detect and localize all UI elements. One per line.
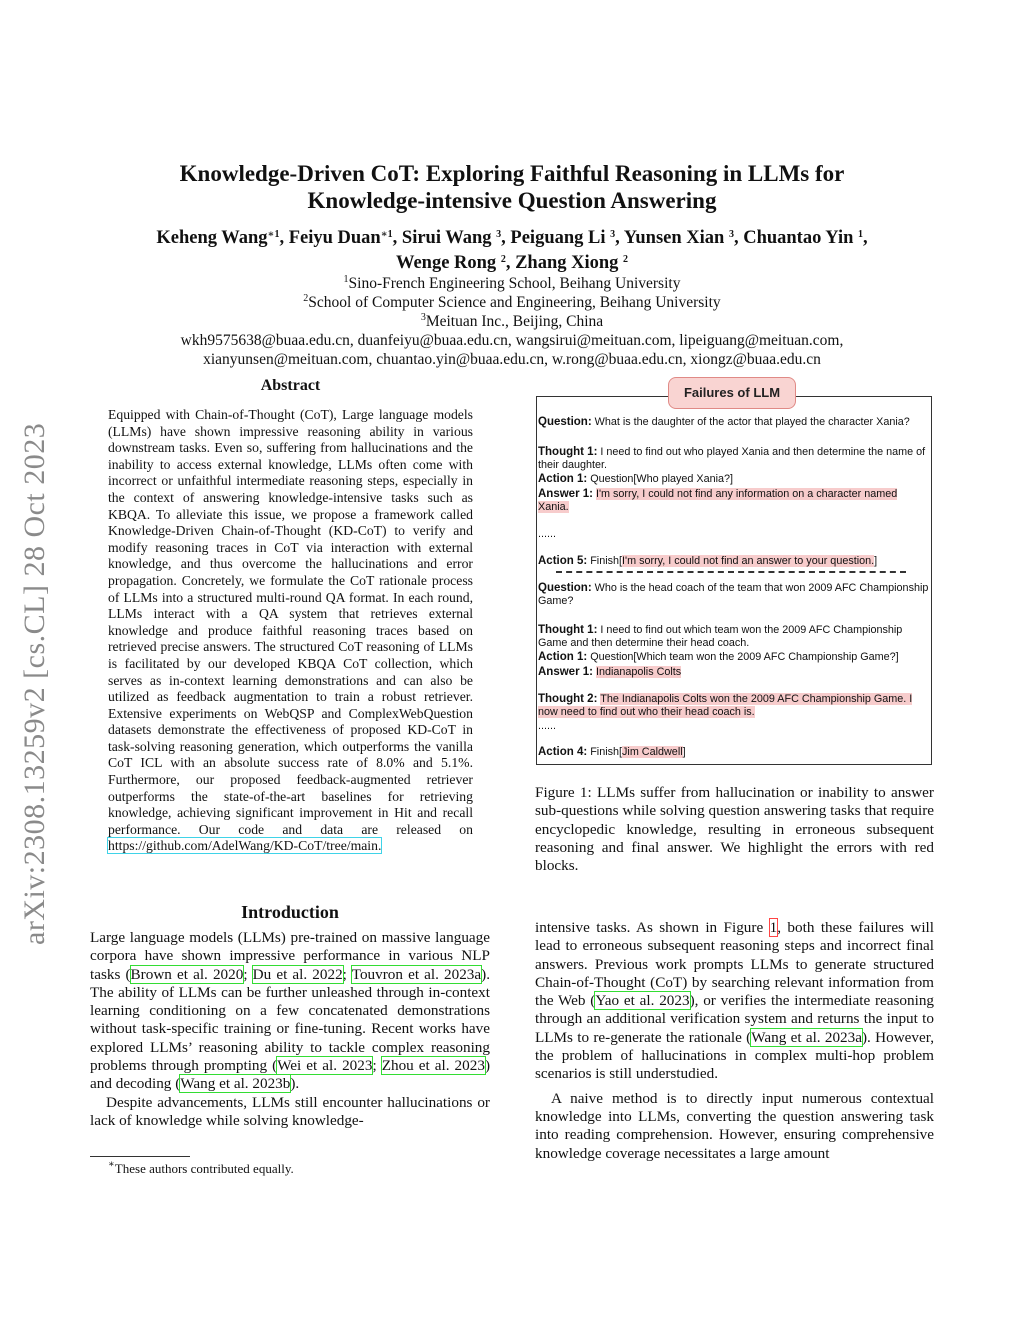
- fig-action-4: [538, 746, 930, 759]
- citation-link[interactable]: Wang et al. 2023b: [180, 1075, 291, 1093]
- text: ]: [682, 746, 686, 758]
- author-sup: 3: [496, 229, 502, 240]
- affiliation-sup: 2: [303, 293, 309, 304]
- author-list: [90, 226, 934, 276]
- intro-paragraph-1: [90, 929, 490, 1094]
- author-name: Wenge Rong: [395, 253, 497, 273]
- label: Thought 1:: [538, 446, 598, 458]
- footnote-rule: [90, 1156, 190, 1157]
- footnote: [108, 1161, 294, 1177]
- affiliation-text: Sino-French Engineering School, Beihang University: [348, 275, 681, 292]
- label: Thought 1:: [538, 624, 598, 636]
- label: Answer 1:: [538, 666, 593, 678]
- text: Question[Which team won the 2009 AFC Championship Game?]: [590, 651, 899, 663]
- text-run: ).: [290, 1075, 300, 1093]
- fig-thought-1: [538, 446, 930, 473]
- footnote-mark: ∗: [108, 1159, 115, 1170]
- fig-ellipsis-1: ......: [538, 528, 556, 540]
- author-name: Zhang Xiong: [515, 253, 619, 273]
- error-highlight: I'm sorry, I could not find an answer to your question.: [622, 555, 875, 567]
- arxiv-identifier: arXiv:2308.13259v2 [cs.CL] 28 Oct 2023: [18, 422, 51, 945]
- fig-ellipsis-2: ......: [538, 720, 556, 732]
- author-sup: 2: [623, 254, 629, 265]
- figure-divider: [556, 571, 906, 573]
- author-name: Feiyu Duan: [288, 228, 381, 248]
- affiliation-text: School of Computer Science and Engineering, Beihang University: [308, 294, 721, 311]
- text-run: ;: [372, 1057, 382, 1075]
- affiliations: [90, 274, 934, 369]
- author-name: Chuantao Yin: [743, 228, 854, 248]
- text-run: intensive tasks. As shown in Figure: [535, 919, 770, 936]
- citation-link[interactable]: Wei et al. 2023: [277, 1057, 373, 1075]
- label: Answer 1:: [538, 488, 593, 500]
- text-run: ) and decoding (: [90, 1057, 490, 1093]
- text-run: ), or verifies the intermediate reasoning through an additional verification system and returns the input to LLMs to re-generate the rationale (: [535, 992, 935, 1046]
- abstract-heading: Abstract: [260, 377, 321, 394]
- text-run: ). However, the problem of hallucinations in complex multi-hop problem scenarios is still understudied.: [535, 1028, 934, 1083]
- citation-link[interactable]: Du et al. 2022: [252, 965, 343, 983]
- abstract-text: Equipped with Chain-of-Thought (CoT), Large language models (LLMs) have shown impressive reasoning ability in various downstream tasks. Even so, suffering from hallucinations and the inability to access external knowledge, LLMs often come with incorrect or unfaithful intermediate reasoning steps, especially in the context of answering knowledge-intensive tasks such as KBQA. To alleviate this issue, we propose a framework called Knowledge-Driven Chain-of-Thought (KD-CoT) to verify and modify reasoning traces in CoT via interaction with external knowledge, and thus overcome the hallucinations and error propagation. Concretely, we formulate the CoT rationale process of LLMs into a structured multi-round QA format. In each round, LLMs interact with a QA system that retrieves external knowledge and produce faithful reasoning traces based on retrieved precise answers. The structured CoT reasoning of LLMs is facilitated by our developed KBQA CoT collection, which serves as in-context learning demonstrations and can also be utilized as feedback augmentation to train a robust retriever. Extensive experiments on WebQSP and ComplexWebQuestion datasets demonstrate the effectiveness of proposed KD-CoT in task-solving reasoning generation, which outperforms the vanilla CoT ICL with an absolute success rate of 8.0% and 5.1%. Furthermore, our proposed feedback-augmented retriever outperforms the state-of-the-art baselines for retrieving knowledge, achieving significant improvement in Hit and recall performance. Our code and data are released on: [108, 407, 473, 837]
- author-sup: 3: [728, 229, 734, 240]
- right-paragraph-1: [535, 919, 934, 1084]
- text-run: , both these failures will lead to erroneous subsequent reasoning steps and incorrect final answers. Previous work prompts LLMs to generate structured Chain-of-Thought (CoT) by searching relevant information from the Web (: [535, 919, 934, 1010]
- error-highlight: Indianapolis Colts: [595, 666, 682, 678]
- citation-link[interactable]: Wang et al. 2023a: [751, 1028, 862, 1046]
- introduction-heading: Introduction: [241, 902, 339, 922]
- label: Action 1:: [538, 651, 588, 663]
- affiliation-3: [90, 312, 934, 331]
- label: Question:: [538, 416, 592, 428]
- intro-left-column: [90, 929, 490, 1130]
- author-name: Yunsen Xian: [623, 228, 725, 248]
- text: Finish[: [590, 555, 623, 567]
- author-name: Peiguang Li: [510, 228, 606, 248]
- label: Action 5:: [538, 555, 588, 567]
- fig-question-1: [538, 416, 930, 429]
- error-highlight: The Indianapolis Colts won the 2009 AFC Championship Game. I now need to find out who their head coach is.: [538, 693, 913, 719]
- footnote-text: These authors contributed equally.: [114, 1161, 294, 1176]
- author-sup: ∗1: [267, 229, 280, 240]
- affiliation-1: [90, 274, 934, 293]
- emails-line-1: wkh9575638@buaa.edu.cn, duanfeiyu@buaa.edu.cn, wangsirui@meituan.com, lipeiguang@meituan.com,: [180, 332, 844, 349]
- text: Question[Who played Xania?]: [590, 473, 734, 485]
- error-highlight: I'm sorry, I could not find any information on a character named Xania.: [538, 488, 898, 514]
- fig-answer-1b: [538, 666, 930, 679]
- text-run: ). The ability of LLMs can be further unleashed through in-context learning conditioning on a few concatenated demonstrations without task-specific training or fine-tuning. Recent works have explored LLMs’ reasoning ability to tackle complex reasoning problems through prompting (: [90, 965, 491, 1075]
- title-line-2: Knowledge-intensive Question Answering: [307, 188, 717, 213]
- label: Question:: [538, 582, 592, 594]
- citation-link[interactable]: Brown et al. 2020: [130, 965, 244, 983]
- right-paragraph-2: A naive method is to directly input numerous contextual knowledge into LLMs, converting the question answering task into reading comprehension. However, ensuring comprehensive knowledge coverage necessitates a large amount: [535, 1089, 934, 1162]
- text: Finish[: [590, 746, 623, 758]
- label: Action 4:: [538, 746, 588, 758]
- affiliation-sup: 3: [420, 312, 426, 323]
- text-run: ;: [342, 965, 352, 983]
- fig-action-5: [538, 555, 930, 568]
- error-highlight: Jim Caldwell: [622, 746, 683, 758]
- author-sup: 3: [610, 229, 616, 240]
- fig-question-2: [538, 582, 930, 609]
- code-link[interactable]: https://github.com/AdelWang/KD-CoT/tree/main.: [108, 838, 382, 854]
- fig-action-1: [538, 473, 930, 486]
- fig-thought-2: [538, 693, 930, 720]
- paper-title: [90, 160, 934, 214]
- text: Who is the head coach of the team that won 2009 AFC Championship Game?: [538, 582, 929, 608]
- figure-ref-link[interactable]: 1: [769, 919, 778, 936]
- author-name: Sirui Wang: [401, 228, 492, 248]
- fig-answer-1: [538, 488, 930, 515]
- text: ]: [874, 555, 878, 567]
- affiliation-2: [90, 293, 934, 312]
- citation-link[interactable]: Touvron et al. 2023a: [351, 965, 482, 983]
- fig-action-1b: [538, 651, 930, 664]
- authors-line-2: Wenge Rong $^2$, Zhang Xiong $^2$: [395, 253, 629, 273]
- author-sup: 1: [858, 229, 864, 240]
- figure-caption: Figure 1: LLMs suffer from hallucination or inability to answer sub-questions while solving question answering tasks that require encyclopedic knowledge, resulting in erroneous subsequent reasoning and final answer. We highlight the errors with red blocks.: [535, 784, 934, 875]
- figure-tag: Failures of LLM: [668, 377, 796, 409]
- text-run: Large language models (LLMs) pre-trained on massive language corpora have shown impressive performance in various NLP tasks (: [90, 929, 490, 983]
- intro-paragraph-2: Despite advancements, LLMs still encounter hallucinations or lack of knowledge while solving knowledge-: [90, 1093, 490, 1129]
- text: I need to find out who played Xania and then determine the name of their daughter.: [538, 446, 926, 472]
- text: What is the daughter of the actor that played the character Xania?: [594, 416, 910, 428]
- citation-link[interactable]: Yao et al. 2023: [595, 992, 690, 1010]
- label: Thought 2:: [538, 693, 598, 705]
- citation-link[interactable]: Zhou et al. 2023: [381, 1057, 485, 1075]
- title-line-1: Knowledge-Driven CoT: Exploring Faithful Reasoning in LLMs for: [179, 161, 845, 186]
- author-sup: ∗1: [380, 229, 393, 240]
- text-run: ;: [243, 965, 253, 983]
- authors-line-1: Keheng Wang$^{∗1}$, Feiyu Duan$^{∗1}$, Sirui Wang $^3$, Peiguang Li $^3$, Yunsen Xian $^3$, Chuantao Yin $^1$,: [156, 228, 868, 248]
- label: Action 1:: [538, 473, 588, 485]
- affiliation-sup: 1: [343, 274, 349, 285]
- right-column: [535, 919, 934, 1163]
- abstract-body: [108, 407, 473, 855]
- text: I need to find out which team won the 2009 AFC Championship Game and then determine their head coach.: [538, 624, 903, 650]
- author-sup: 2: [500, 254, 506, 265]
- author-name: Keheng Wang: [156, 228, 268, 248]
- fig-thought-1b: [538, 624, 930, 651]
- affiliation-text: Meituan Inc., Beijing, China: [425, 313, 604, 330]
- emails-line-2: xianyunsen@meituan.com, chuantao.yin@buaa.edu.cn, w.rong@buaa.edu.cn, xiongz@buaa.edu.cn: [203, 351, 821, 368]
